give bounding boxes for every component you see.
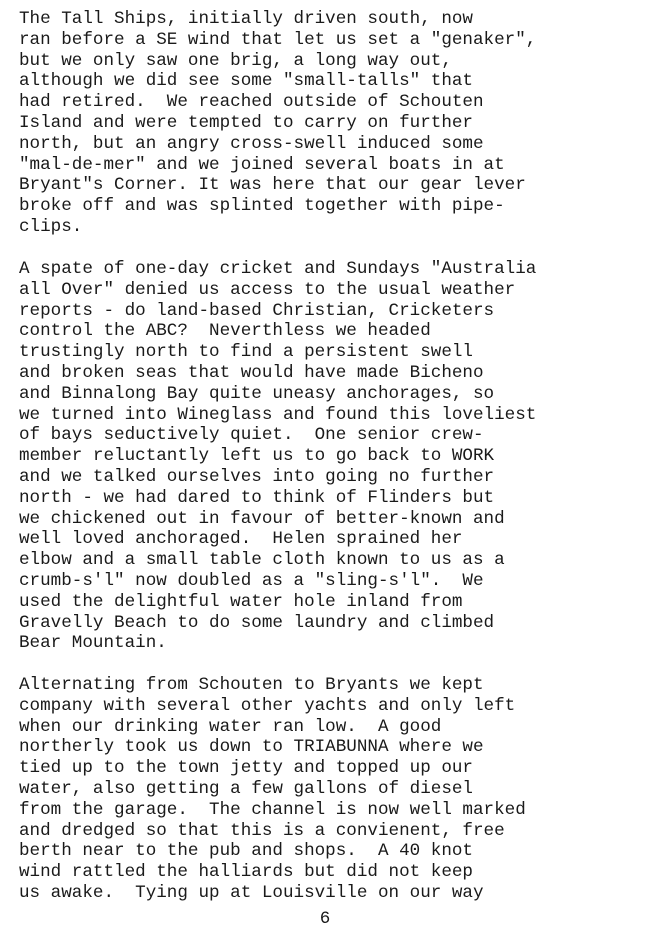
text-line: Gravelly Beach to do some laundry and climbed (19, 612, 495, 633)
text-line: elbow and a small table cloth known to us as a (19, 550, 505, 571)
text-line: north, but an angry cross-swell induced some (19, 133, 484, 154)
text-line: ran before a SE wind that let us set a "genaker", (19, 29, 537, 50)
text-line: all Over" denied us access to the usual weather (19, 279, 516, 300)
text-line: control the ABC? Neverthless we headed (19, 321, 431, 342)
text-line: berth near to the pub and shops. A 40 knot (19, 841, 473, 862)
text-line: crumb-s'l" now doubled as a "sling-s'l". We (19, 570, 484, 591)
text-line: we chickened out in favour of better-known and (19, 508, 505, 529)
text-line: reports - do land-based Christian, Cricketers (19, 300, 495, 321)
text-line: us awake. Tying up at Louisville on our way (19, 882, 484, 903)
text-line: used the delightful water hole inland from (19, 591, 463, 612)
text-line: north - we had dared to think of Flinders but (19, 487, 495, 508)
text-line: clips. (19, 216, 83, 237)
text-line: Bryant"s Corner. It was here that our gear lever (19, 175, 526, 196)
text-line: trustingly north to find a persistent swell (19, 342, 473, 363)
text-line: water, also getting a few gallons of diesel (19, 778, 473, 799)
text-line: from the garage. The channel is now well marked (19, 799, 526, 820)
text-line: Island and were tempted to carry on further (19, 112, 473, 133)
text-line: Bear Mountain. (19, 633, 167, 654)
text-line: A spate of one-day cricket and Sundays "Australia (19, 259, 537, 279)
text-line: Alternating from Schouten to Bryants we kept (19, 675, 484, 695)
text-line: although we did see some "small-talls" that (19, 71, 473, 92)
text-line: had retired. We reached outside of Schouten (19, 92, 484, 113)
text-line: broke off and was splinted together with pipe- (19, 196, 505, 217)
text-line: wind rattled the halliards but did not keep (19, 862, 473, 883)
text-line: tied up to the town jetty and topped up our (19, 758, 473, 779)
text-line: company with several other yachts and only left (19, 695, 516, 716)
text-line: well loved anchoraged. Helen sprained her (19, 529, 463, 550)
paragraph-1 (19, 9, 536, 238)
text-line: member reluctantly left us to go back to WORK (19, 446, 495, 467)
text-line: and dredged so that this is a convienent, free (19, 820, 505, 841)
text-line: northerly took us down to TRIABUNNA where we (19, 737, 484, 758)
paragraph-3 (19, 675, 526, 904)
text-line: of bays seductively quiet. One senior crew- (19, 425, 484, 446)
text-line: when our drinking water ran low. A good (19, 716, 442, 737)
text-line: The Tall Ships, initially driven south, now (19, 9, 473, 29)
text-line: and Binnalong Bay quite uneasy anchorages, so (19, 383, 495, 404)
text-line: "mal-de-mer" and we joined several boats in at (19, 154, 505, 175)
text-line: but we only saw one brig, a long way out, (19, 50, 452, 71)
text-line: and broken seas that would have made Bicheno (19, 362, 484, 383)
paragraph-2 (19, 259, 536, 654)
page-number: 6 (319, 909, 331, 929)
text-line: and we talked ourselves into going no further (19, 466, 495, 487)
text-line: we turned into Wineglass and found this loveliest (19, 404, 537, 425)
